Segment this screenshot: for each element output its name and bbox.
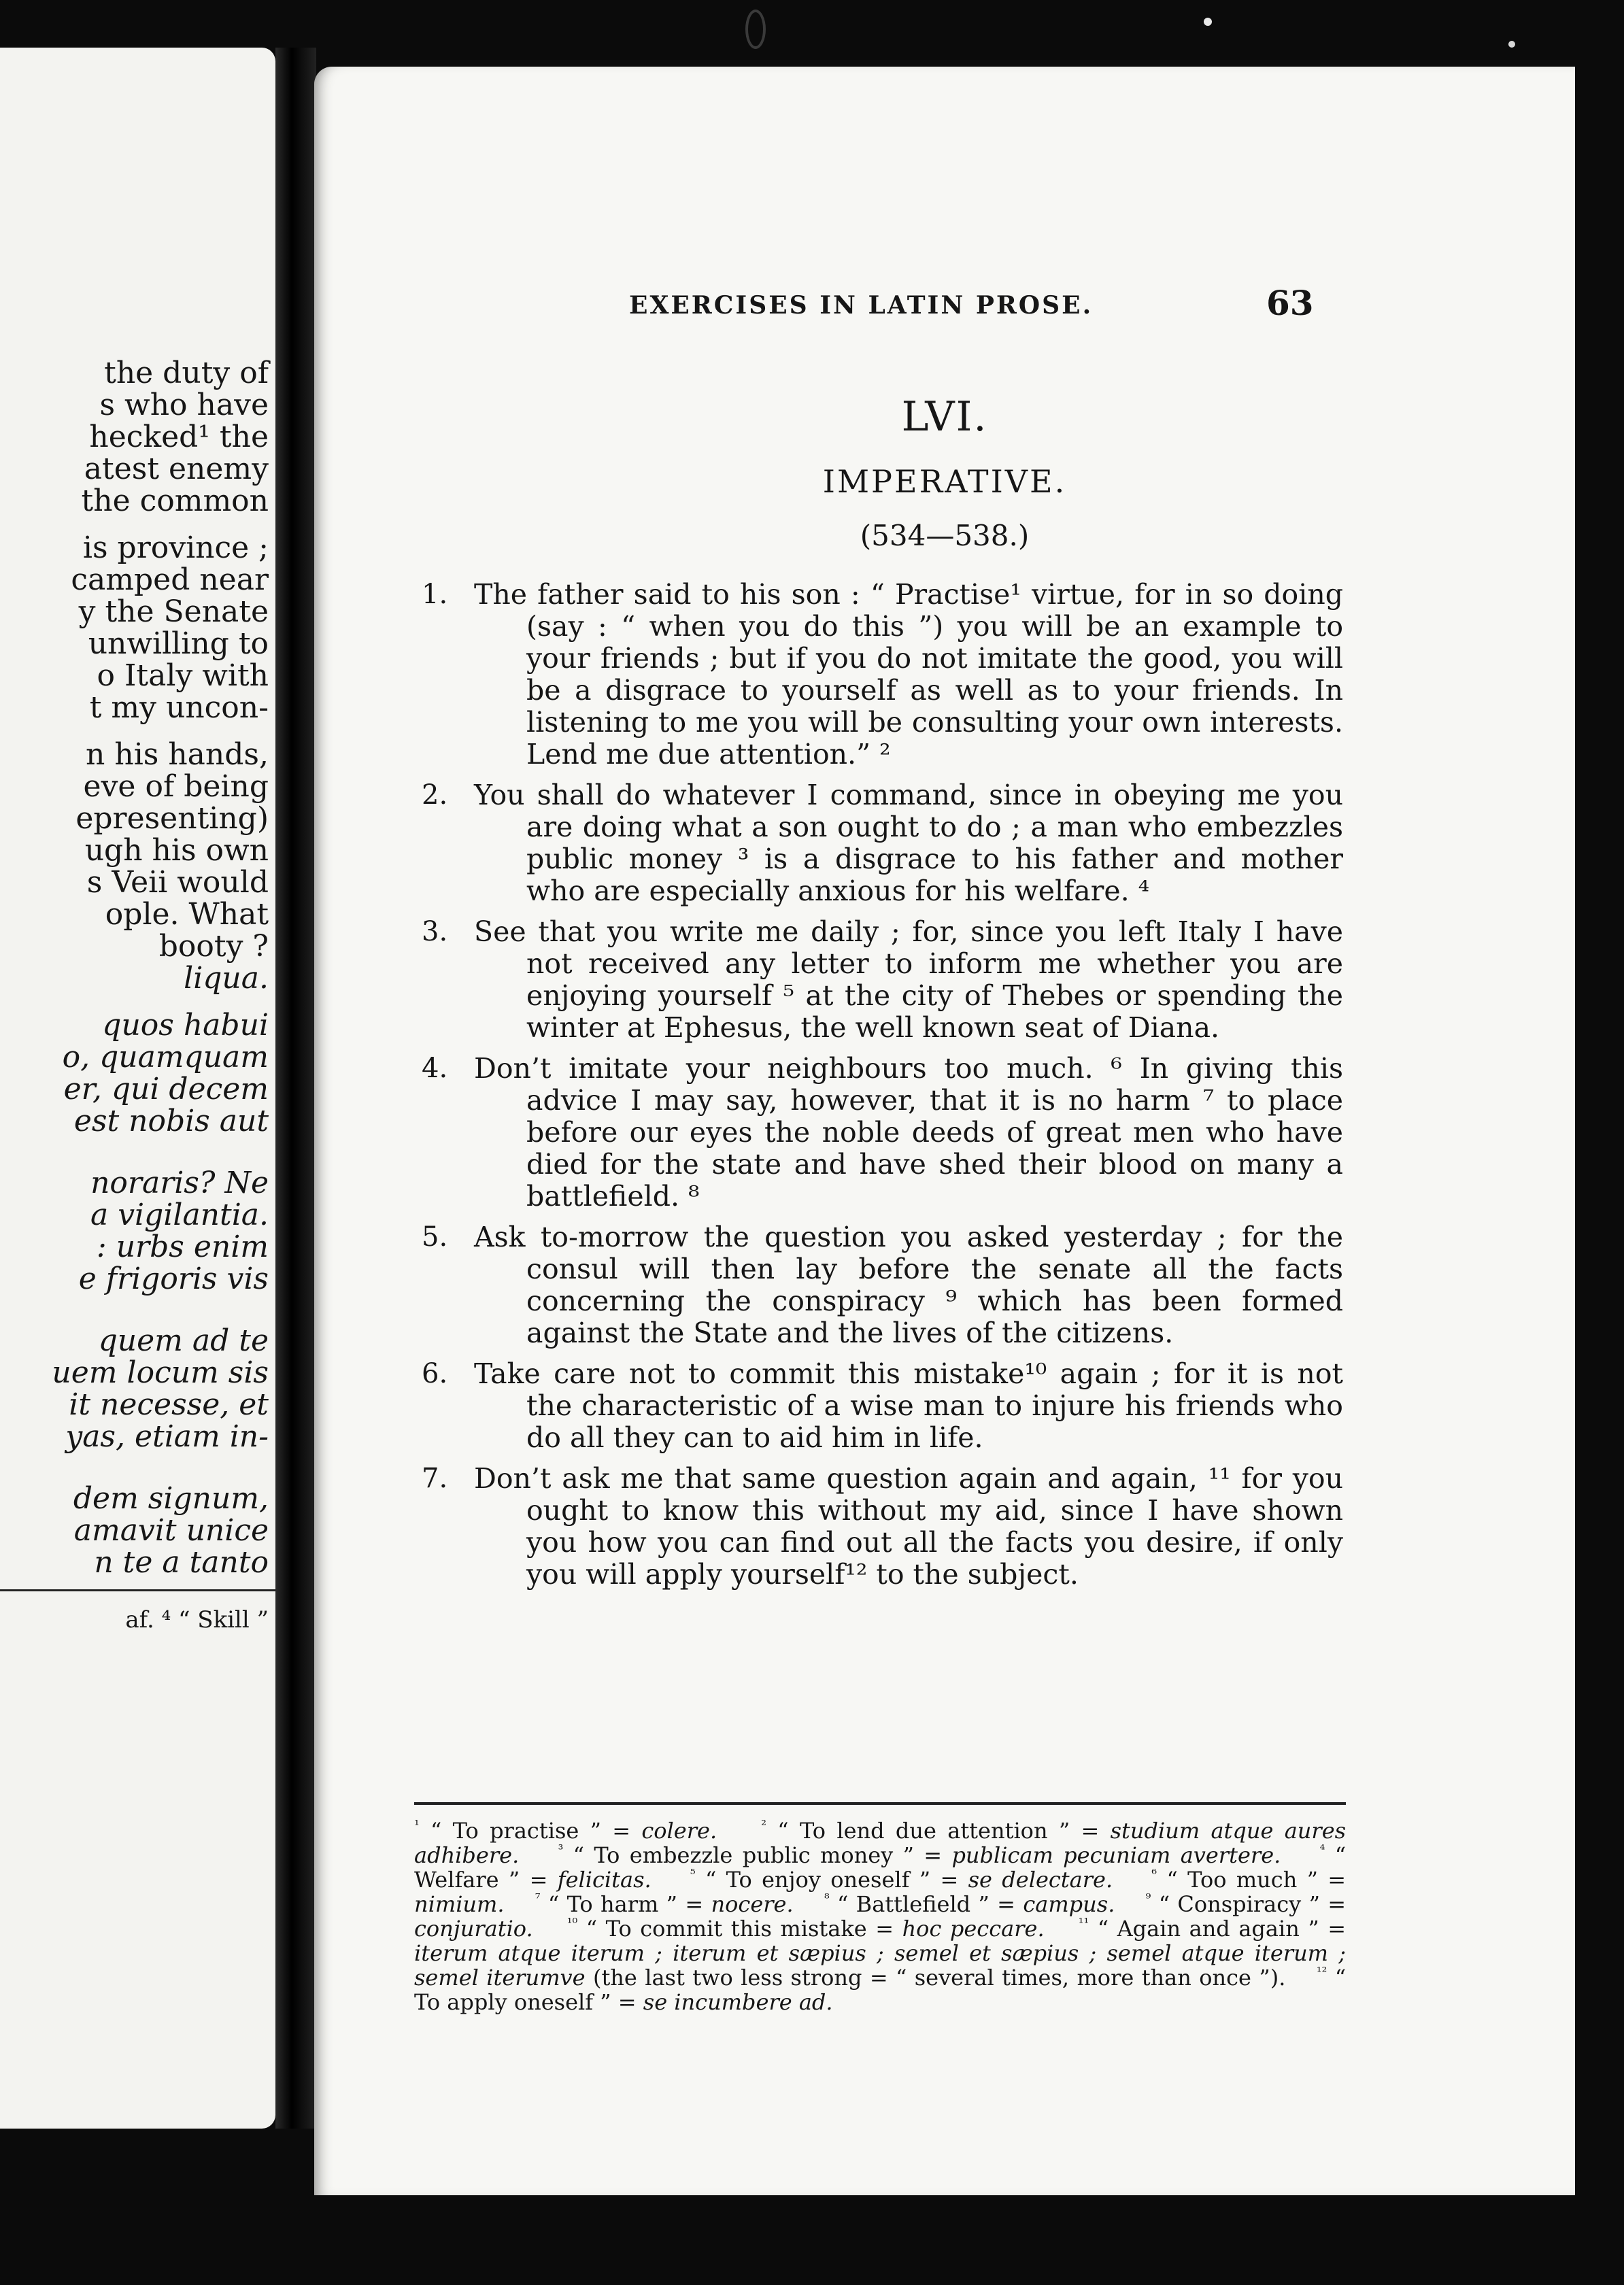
left-line: a vigilantia. (90, 1198, 269, 1232)
footnote-1: $^{^1}$ “ To practise ” = colere. (414, 1817, 717, 1844)
exercise-number: 5. (422, 1221, 448, 1253)
left-line: eve of being (83, 769, 269, 804)
left-line: ugh his own (84, 833, 269, 868)
left-line: quos habui (102, 1008, 269, 1043)
left-line: quem ad te (98, 1323, 269, 1358)
left-page-text (0, 357, 269, 1638)
footnote-6: $^{^6}$ “ Too much ” = nimium. (414, 1866, 1347, 1917)
left-line: est nobis aut (73, 1104, 269, 1138)
left-line: epresenting) (75, 801, 269, 836)
exercise-item (422, 1358, 1343, 1454)
exercise-item (422, 1463, 1343, 1591)
left-line: n his hands, (86, 737, 269, 772)
footnotes (414, 1802, 1346, 2014)
left-line: o Italy with (97, 658, 269, 693)
left-line: t my uncon- (89, 690, 269, 725)
left-line: : urbs enim (96, 1230, 269, 1264)
left-line: n te a tanto (94, 1545, 269, 1580)
exercise-text: Don’t ask me that same question again and again, ¹¹ for you ought to know this without my aid, since I have shown you how you can find out all the facts you desire, if only you will apply yourself¹² to the subject. (474, 1462, 1343, 1591)
left-line: uem locum sis (52, 1355, 269, 1390)
exercise-number: 2. (422, 779, 448, 811)
left-footnote: af. ⁴ “ Skill ” (125, 1606, 269, 1634)
footnote-5: $^{^5}$ “ To enjoy oneself ” = se delectare. (690, 1866, 1113, 1893)
exercise-item (422, 1221, 1343, 1349)
exercise-text: You shall do whatever I command, since in obeying me you are doing what a son ought to do ; a man who embezzles public money ³ is a disgrace to his father and mother who are especially anxious for his welfare. ⁴ (474, 779, 1343, 907)
exercise-text: Ask to-morrow the question you asked yesterday ; for the consul will then lay before the senate all the facts concerning the conspiracy ⁹ which has been formed against the State and the lives of the citizens. (474, 1221, 1343, 1349)
exercise-text: Don’t imitate your neighbours too much. ⁶ In giving this advice I may say, however, that it is no harm ⁷ to place before our eyes the noble deeds of great men who have died for the state and have shed their blood on many a battlefield. ⁸ (474, 1052, 1343, 1213)
exercise-number: 7. (422, 1463, 448, 1494)
left-line: s Veii would (86, 865, 269, 900)
left-line: hecked¹ the (89, 420, 269, 454)
left-facing-page (0, 48, 275, 2129)
footnote-2: $^{^2}$ “ To lend due attention ” = studium atque aures adhibere. (414, 1817, 1347, 1868)
exercise-item (422, 579, 1343, 771)
exercise-number: 3. (422, 916, 448, 947)
left-line: amavit unice (73, 1513, 269, 1548)
left-line: dem signum, (73, 1481, 269, 1516)
exercise-text: See that you write me daily ; for, since you left Italy I have not received any letter to inform me whether you are enjoying yourself ⁵ at the city of Thebes or spending the winter at Ephesus, the well known seat of Diana. (474, 915, 1343, 1044)
footnote-9: $^{^9}$ “ Conspiracy ” = conjuratio. (414, 1891, 1347, 1942)
footnote-12: $^{^{12}}$ “ To apply oneself ” = se incumbere ad. (414, 1964, 1347, 2015)
exercise-item (422, 779, 1343, 907)
scan-speck (1508, 41, 1515, 48)
left-line: the duty of (104, 356, 269, 390)
left-line: atest enemy (84, 452, 269, 486)
running-head: EXERCISES IN LATIN PROSE. (629, 291, 1094, 320)
footnote-7: $^{^7}$ “ To harm ” = nocere. (535, 1891, 794, 1917)
left-line: noraris? Ne (90, 1166, 269, 1200)
left-footnote-rule (0, 1589, 275, 1591)
left-line: ople. What (105, 897, 269, 932)
left-line: it necesse, et (69, 1387, 269, 1422)
footnote-4: $^{^4}$ “ Welfare ” = felicitas. (414, 1842, 1347, 1893)
left-line: yas, etiam in- (65, 1419, 269, 1454)
left-line: e frigoris vis (78, 1262, 269, 1296)
left-line: camped near (71, 562, 269, 597)
left-line: o, quamquam (62, 1040, 269, 1074)
book-gutter (275, 48, 316, 2129)
book-page-63 (314, 67, 1575, 2195)
left-line: is province ; (82, 530, 269, 565)
footnote-3: $^{^3}$ “ To embezzle public money ” = publicam pecuniam avertere. (558, 1842, 1281, 1868)
exercise-text: The father said to his son : “ Practise¹ virtue, for in so doing (say : “ when you do this ”) you will be an example to your friends ; but if you do not imitate the good, you will be a disgrace to yourself as well as to your friends. In listening to me you will be consulting your own interests. Lend me due attention.” ² (474, 578, 1343, 771)
scan-speck (745, 10, 766, 49)
exercise-number: 1. (422, 579, 448, 610)
chapter-title: IMPERATIVE. (822, 463, 1067, 500)
exercise-item (422, 916, 1343, 1044)
left-line: er, qui decem (63, 1072, 269, 1106)
exercise-text: Take care not to commit this mistake¹⁰ again ; for it is not the characteristic of a wise man to injure his friends who do all they can to aid him in life. (474, 1357, 1343, 1454)
left-line: the common (81, 484, 269, 518)
chapter-number: LVI. (901, 393, 988, 441)
exercise-list (422, 579, 1343, 1600)
exercise-item (422, 1053, 1343, 1213)
page-number: 63 (1266, 283, 1314, 323)
left-line: s who have (99, 388, 269, 422)
left-line: booty ? (158, 929, 269, 964)
scan-speck (1204, 18, 1212, 26)
exercise-number: 6. (422, 1358, 448, 1389)
footnote-8: $^{^8}$ “ Battlefield ” = campus. (824, 1891, 1115, 1917)
footnote-10: $^{^{10}}$ “ To commit this mistake = hoc peccare. (566, 1915, 1045, 1942)
left-line: y the Senate (78, 594, 269, 629)
left-line: unwilling to (88, 626, 269, 661)
footnote-11: $^{^{11}}$ “ Again and again ” = iterum atque iterum ; iterum et sæpius ; semel et sæpius ; semel atque iterum ; semel iterumve (the last two less strong = “ several times, more than once ”). (414, 1915, 1347, 1991)
left-line: liqua. (184, 961, 269, 996)
exercise-number: 4. (422, 1053, 448, 1084)
chapter-reference: (534—538.) (860, 519, 1030, 552)
